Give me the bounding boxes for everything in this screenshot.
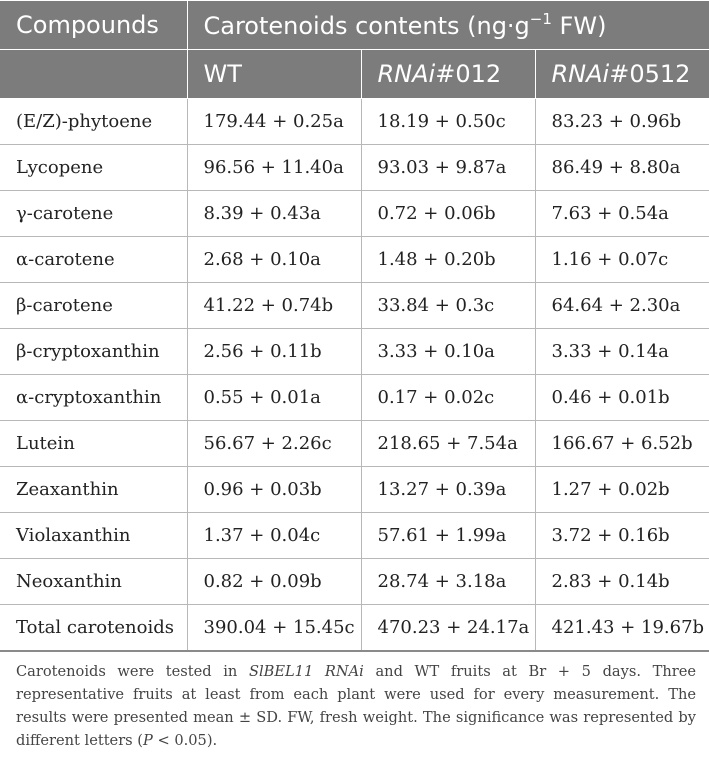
header-row-1 bbox=[0, 1, 709, 50]
compound-cell: (E/Z)-phytoene bbox=[0, 99, 187, 145]
table-row bbox=[0, 191, 709, 237]
wt-value-cell: 390.04 + 15.45c bbox=[187, 605, 361, 652]
header-wt: WT bbox=[187, 50, 361, 99]
rnai-012-value-cell: 0.72 + 0.06b bbox=[361, 191, 535, 237]
rnai-012-value-cell: 93.03 + 9.87a bbox=[361, 145, 535, 191]
header-row-2 bbox=[0, 50, 709, 99]
rnai-0512-value-cell: 83.23 + 0.96b bbox=[535, 99, 709, 145]
wt-value-cell: 179.44 + 0.25a bbox=[187, 99, 361, 145]
wt-value-cell: 0.82 + 0.09b bbox=[187, 559, 361, 605]
header-rnai-012: RNAi#012 bbox=[361, 50, 535, 99]
table-row bbox=[0, 513, 709, 559]
compound-cell: Violaxanthin bbox=[0, 513, 187, 559]
wt-value-cell: 96.56 + 11.40a bbox=[187, 145, 361, 191]
table-row bbox=[0, 375, 709, 421]
rnai-0512-value-cell: 7.63 + 0.54a bbox=[535, 191, 709, 237]
compound-cell: β-cryptoxanthin bbox=[0, 329, 187, 375]
wt-value-cell: 56.67 + 2.26c bbox=[187, 421, 361, 467]
compound-cell: Lutein bbox=[0, 421, 187, 467]
rnai-012-value-cell: 470.23 + 24.17a bbox=[361, 605, 535, 652]
compound-cell: α-carotene bbox=[0, 237, 187, 283]
table-row bbox=[0, 99, 709, 145]
rnai-012-value-cell: 0.17 + 0.02c bbox=[361, 375, 535, 421]
compound-cell: Lycopene bbox=[0, 145, 187, 191]
table-body bbox=[0, 99, 709, 652]
rnai-0512-value-cell: 0.46 + 0.01b bbox=[535, 375, 709, 421]
table-row bbox=[0, 329, 709, 375]
table-row bbox=[0, 559, 709, 605]
rnai-012-value-cell: 28.74 + 3.18a bbox=[361, 559, 535, 605]
wt-value-cell: 1.37 + 0.04c bbox=[187, 513, 361, 559]
compound-cell: β-carotene bbox=[0, 283, 187, 329]
rnai-012-value-cell: 57.61 + 1.99a bbox=[361, 513, 535, 559]
wt-value-cell: 8.39 + 0.43a bbox=[187, 191, 361, 237]
header-carotenoid-contents: Carotenoids contents ($ng\cdot g^{-1}$ FW) bbox=[187, 1, 709, 50]
compound-cell: γ-carotene bbox=[0, 191, 187, 237]
compound-cell: α-cryptoxanthin bbox=[0, 375, 187, 421]
rnai-0512-value-cell: 3.33 + 0.14a bbox=[535, 329, 709, 375]
wt-value-cell: 41.22 + 0.74b bbox=[187, 283, 361, 329]
compound-cell: Neoxanthin bbox=[0, 559, 187, 605]
table-row bbox=[0, 283, 709, 329]
rnai-0512-value-cell: 421.43 + 19.67b bbox=[535, 605, 709, 652]
rnai-0512-value-cell: 3.72 + 0.16b bbox=[535, 513, 709, 559]
rnai-012-value-cell: 13.27 + 0.39a bbox=[361, 467, 535, 513]
rnai-0512-value-cell: 1.27 + 0.02b bbox=[535, 467, 709, 513]
header-compounds: Compounds bbox=[0, 1, 187, 50]
wt-value-cell: 2.68 + 0.10a bbox=[187, 237, 361, 283]
header-empty bbox=[0, 50, 187, 99]
rnai-012-value-cell: 3.33 + 0.10a bbox=[361, 329, 535, 375]
table-row bbox=[0, 605, 709, 652]
rnai-0512-value-cell: 86.49 + 8.80a bbox=[535, 145, 709, 191]
rnai-012-value-cell: 33.84 + 0.3c bbox=[361, 283, 535, 329]
wt-value-cell: 2.56 + 0.11b bbox=[187, 329, 361, 375]
rnai-0512-value-cell: 2.83 + 0.14b bbox=[535, 559, 709, 605]
table-row bbox=[0, 421, 709, 467]
rnai-012-value-cell: 1.48 + 0.20b bbox=[361, 237, 535, 283]
rnai-012-value-cell: 218.65 + 7.54a bbox=[361, 421, 535, 467]
rnai-0512-value-cell: 1.16 + 0.07c bbox=[535, 237, 709, 283]
compound-cell: Total carotenoids bbox=[0, 605, 187, 652]
header-rnai-0512: RNAi#0512 bbox=[535, 50, 709, 99]
table-row bbox=[0, 237, 709, 283]
compound-cell: Zeaxanthin bbox=[0, 467, 187, 513]
wt-value-cell: 0.55 + 0.01a bbox=[187, 375, 361, 421]
rnai-012-value-cell: 18.19 + 0.50c bbox=[361, 99, 535, 145]
table-row bbox=[0, 467, 709, 513]
table-footnote: Carotenoids were tested in SlBEL11 RNAi and WT fruits at Br + 5 days. Three representative fruits at least from each plant were used for every measurement. The results were presented mean ± SD. FW, fresh weight. The significance was represented by different letters (P < 0.05). bbox=[16, 663, 696, 749]
rnai-0512-value-cell: 166.67 + 6.52b bbox=[535, 421, 709, 467]
table-row bbox=[0, 145, 709, 191]
wt-value-cell: 0.96 + 0.03b bbox=[187, 467, 361, 513]
rnai-0512-value-cell: 64.64 + 2.30a bbox=[535, 283, 709, 329]
